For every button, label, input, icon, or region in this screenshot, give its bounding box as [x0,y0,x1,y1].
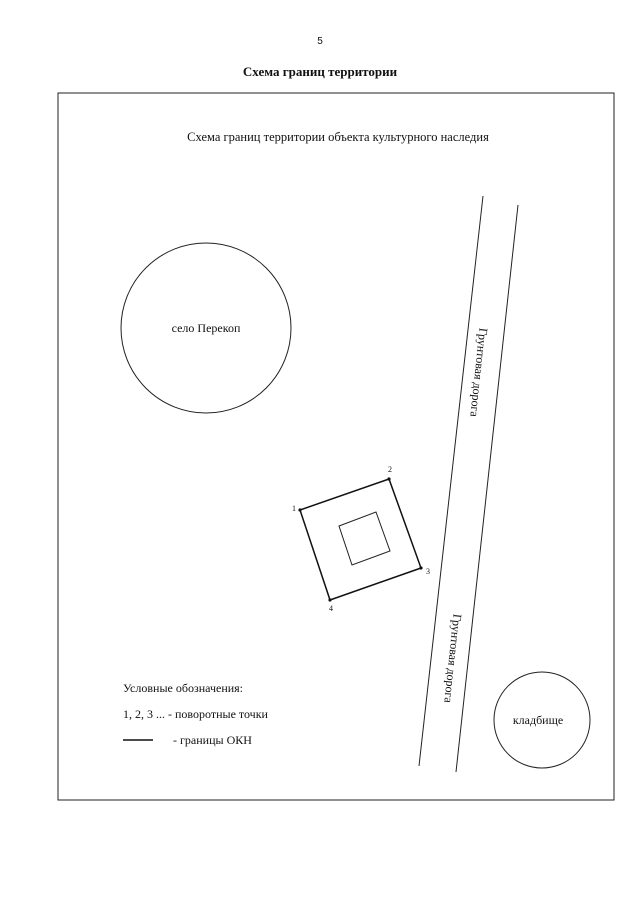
page-number: 5 [317,36,323,47]
road-label-bottom: Грунтовая дорога [441,613,465,704]
legend-title: Условные обозначения: [123,681,244,695]
road-edge-right [456,205,518,772]
document-heading: Схема границ территории [242,64,398,79]
village-label: село Перекоп [171,321,241,335]
point-label-2: 2 [388,465,392,474]
turning-point-marker [298,508,301,511]
point-label-1: 1 [292,504,296,513]
heritage-object-outline [339,512,390,565]
turning-point-marker [419,566,422,569]
turning-point-marker [328,598,331,601]
cemetery-label: кладбище [512,713,564,727]
map-title: Схема границ территории объекта культурного наследия [187,130,489,144]
okn-boundary [300,479,421,600]
road-label-top: Грунтовая дорога [467,327,491,418]
turning-point-marker [387,477,390,480]
legend-points: 1, 2, 3 ... - поворотные точки [123,707,268,721]
point-label-4: 4 [329,604,333,613]
legend-boundary-text: - границы ОКН [173,733,252,747]
point-label-3: 3 [426,567,430,576]
